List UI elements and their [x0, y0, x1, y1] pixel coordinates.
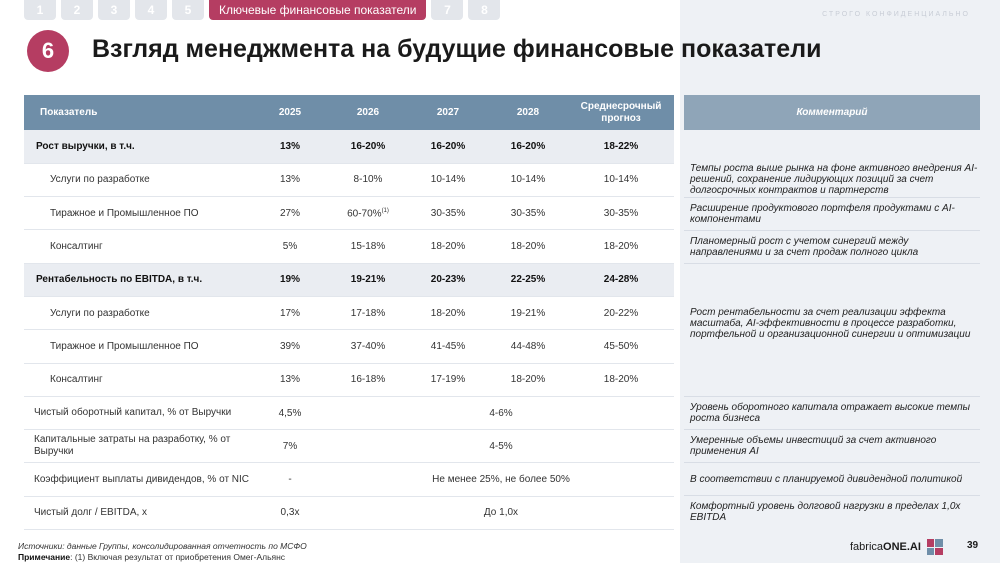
table-cell: 16-20% [328, 130, 408, 163]
sources-text: Источники: данные Группы, консолидированная отчетность по МСФО [18, 541, 307, 551]
tab-7[interactable]: 7 [431, 0, 463, 20]
comment-consulting: Планомерный рост с учетом синергий между направлениями и за счет продаж полного цикла [690, 236, 919, 258]
table-cell: 13% [252, 363, 328, 396]
table-row [24, 396, 674, 429]
table-cell: 30-35% [408, 197, 488, 230]
logo-text-regular: fabrica [850, 541, 884, 553]
table-cell: 4,5% [252, 396, 328, 429]
tab-8[interactable]: 8 [468, 0, 500, 20]
column-header: Показатель [24, 95, 252, 130]
row-label: Услуги по разработке [24, 163, 252, 196]
table-row [24, 296, 674, 329]
column-header: 2026 [328, 95, 408, 130]
comment-column-header: Комментарий [684, 95, 980, 130]
company-logo [850, 539, 943, 555]
table-row [24, 163, 674, 196]
table-cell: 5% [252, 230, 328, 263]
table-cell: 30-35% [568, 197, 674, 230]
comment-dividends: В соответствии с планируемой дивидендной политикой [690, 474, 963, 485]
column-header: 2027 [408, 95, 488, 130]
page-title: Взгляд менеджмента на будущие финансовые показатели [92, 35, 822, 63]
table-cell: 19-21% [488, 296, 568, 329]
table-cell: 39% [252, 330, 328, 363]
table-row [24, 430, 674, 463]
table-cell-merged: Не менее 25%, не более 50% [328, 463, 674, 496]
table-row [24, 197, 674, 230]
table-cell: - [252, 463, 328, 496]
comment-divider [684, 429, 980, 430]
row-label: Консалтинг [24, 230, 252, 263]
table-cell-value: 60-70% [347, 207, 382, 219]
table-cell: 10-14% [408, 163, 488, 196]
comment-working-capital: Уровень оборотного капитала отражает высокие темпы роста бизнеса [690, 402, 970, 424]
page-number: 39 [967, 540, 979, 551]
column-header: Среднесрочный прогноз [568, 95, 674, 130]
table-cell: 37-40% [328, 330, 408, 363]
table-cell: 20-22% [568, 296, 674, 329]
table-cell: 17-18% [328, 296, 408, 329]
table-cell: 0,3x [252, 496, 328, 529]
comment-divider [684, 230, 980, 231]
table-cell: 16-20% [488, 130, 568, 163]
table-cell: 10-14% [568, 163, 674, 196]
comment-divider [684, 263, 980, 264]
comment-ebitda-margin: Рост рентабельности за счет реализации эффекта масштаба, AI-эффективности в процессе разработки, портфельной и организационной синергии и оптимизации [690, 307, 971, 340]
footnote-marker: (1) [381, 207, 389, 214]
row-label: Рост выручки, в т.ч. [24, 130, 252, 163]
table-cell: 22-25% [488, 263, 568, 296]
table-cell: 13% [252, 130, 328, 163]
row-label: Тиражное и Промышленное ПО [24, 330, 252, 363]
table-cell: 18-20% [488, 230, 568, 263]
row-label: Услуги по разработке [24, 296, 252, 329]
row-label: Коэффициент выплаты дивидендов, % от NIC [24, 463, 252, 496]
table-cell: 18-20% [488, 363, 568, 396]
table-cell: 16-18% [328, 363, 408, 396]
table-cell: 30-35% [488, 197, 568, 230]
comment-divider [684, 197, 980, 198]
table-cell: 8-10% [328, 163, 408, 196]
column-header: 2028 [488, 95, 568, 130]
slide-number-badge: 6 [27, 30, 69, 72]
comment-divider [684, 462, 980, 463]
logo-text-bold: ONE.AI [883, 541, 921, 553]
footnote [18, 541, 307, 562]
comment-divider [684, 396, 980, 397]
comment-divider [684, 495, 980, 496]
table-cell: 19-21% [328, 263, 408, 296]
row-label: Чистый долг / EBITDA, x [24, 496, 252, 529]
column-header: 2025 [252, 95, 328, 130]
tab-2[interactable]: 2 [61, 0, 93, 20]
table-cell: 20-23% [408, 263, 488, 296]
table-header-row [24, 95, 674, 130]
tab-4[interactable]: 4 [135, 0, 167, 20]
table-cell [328, 197, 408, 230]
table-cell: 18-22% [568, 130, 674, 163]
table-row [24, 230, 674, 263]
row-label: Капитальные затраты на разработку, % от Выручки [24, 430, 252, 463]
comment-net-debt: Комфортный уровень долговой нагрузки в пределах 1,0x EBITDA [690, 501, 961, 523]
table-cell: 7% [252, 430, 328, 463]
confidential-label: СТРОГО КОНФИДЕНЦИАЛЬНО [822, 11, 970, 18]
comment-revenue-growth: Темпы роста выше рынка на фоне активного внедрения AI-решений, сохранение лидирующих позиций за счет долгосрочных контрактов и партнерств [690, 163, 978, 196]
note-label: Примечание [18, 551, 71, 562]
table-cell: 17-19% [408, 363, 488, 396]
table-cell: 45-50% [568, 330, 674, 363]
table-cell: 18-20% [568, 363, 674, 396]
table-row [24, 463, 674, 496]
table-cell: 15-18% [328, 230, 408, 263]
tab-5[interactable]: 5 [172, 0, 204, 20]
note-text: : (1) Включая результат от приобретения Омег-Альянс [70, 551, 286, 562]
tab-3[interactable]: 3 [98, 0, 130, 20]
table-cell: 13% [252, 163, 328, 196]
table-row [24, 330, 674, 363]
tab-key-financials[interactable]: Ключевые финансовые показатели [209, 0, 426, 20]
table-cell: 18-20% [408, 296, 488, 329]
table-cell: 44-48% [488, 330, 568, 363]
table-row [24, 496, 674, 529]
table-cell-merged: 4-6% [328, 396, 674, 429]
table-row [24, 363, 674, 396]
row-label: Рентабельность по EBITDA, в т.ч. [24, 263, 252, 296]
table-cell: 17% [252, 296, 328, 329]
table-row [24, 130, 674, 163]
table-cell: 18-20% [568, 230, 674, 263]
row-label: Тиражное и Промышленное ПО [24, 197, 252, 230]
table-cell: 16-20% [408, 130, 488, 163]
table-cell: 18-20% [408, 230, 488, 263]
table-cell: 41-45% [408, 330, 488, 363]
table-cell: 24-28% [568, 263, 674, 296]
tab-1[interactable]: 1 [24, 0, 56, 20]
table-cell-merged: 4-5% [328, 430, 674, 463]
table-cell: 27% [252, 197, 328, 230]
section-tabs [24, 0, 500, 20]
table-cell: 10-14% [488, 163, 568, 196]
financial-table [24, 95, 674, 530]
row-label: Консалтинг [24, 363, 252, 396]
logo-mark-icon [927, 539, 943, 555]
table-cell-merged: До 1,0x [328, 496, 674, 529]
comment-software: Расширение продуктового портфеля продуктами с AI-компонентами [690, 203, 955, 225]
table-row [24, 263, 674, 296]
comment-capex: Умеренные объемы инвестиций за счет активного применения AI [690, 435, 937, 457]
row-label: Чистый оборотный капитал, % от Выручки [24, 396, 252, 429]
table-cell: 19% [252, 263, 328, 296]
